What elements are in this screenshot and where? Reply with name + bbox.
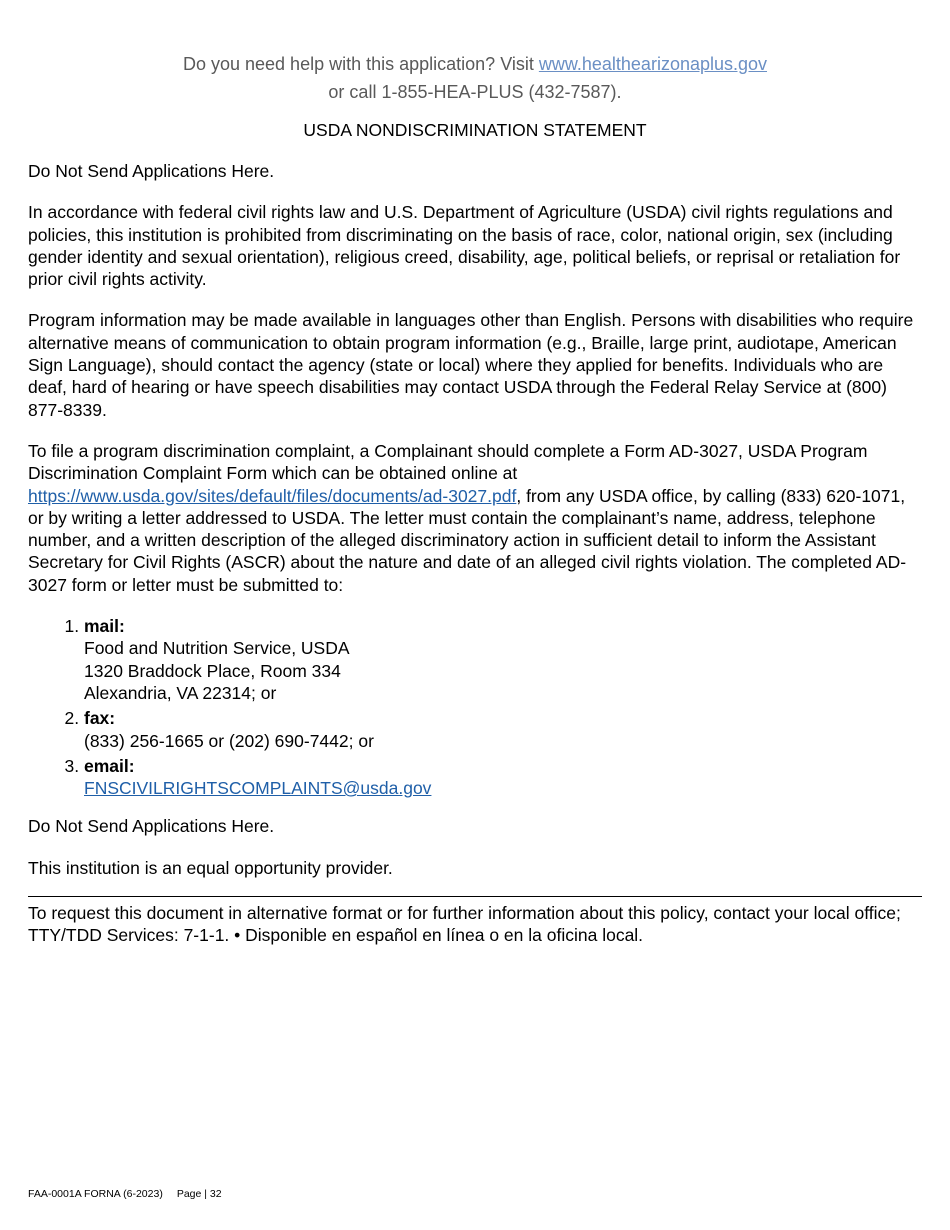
- mail-line-2: 1320 Braddock Place, Room 334: [84, 660, 341, 681]
- fax-label: fax:: [84, 708, 116, 729]
- list-item-email: [84, 755, 922, 800]
- help-line-1: [28, 50, 922, 78]
- help-line-2: or call 1-855-HEA-PLUS (432-7587).: [328, 82, 622, 102]
- help-website-link[interactable]: www.healthearizonaplus.gov: [538, 54, 768, 74]
- do-not-send-notice: Do Not Send Applications Here.: [28, 161, 275, 181]
- program-info-paragraph: Program information may be made available in languages other than English. Persons with disabilities who require alternative means of communication to obtain program information (e.g., Braille, large print, audiotape, American Sign Language), should contact the agency (state or local) where they applied for benefits. Individuals who are deaf, hard of hearing or have speech disabilities may contact USDA through the Federal Relay Service at (800) 877-8339.: [28, 310, 914, 420]
- alternative-format-note: To request this document in alternative format or for further information about this policy, contact your local office; TTY/TDD Services: 7-1-1. • Disponible en español en línea o en la oficina local.: [28, 903, 901, 946]
- page-title: USDA NONDISCRIMINATION STATEMENT: [303, 120, 647, 140]
- ad3027-form-link[interactable]: https://www.usda.gov/sites/default/files/documents/ad-3027.pdf: [28, 485, 517, 506]
- list-item-mail: [84, 615, 922, 704]
- complaint-text-after: , from any USDA office, by calling (833) 620-1071, or by writing a letter addressed to USDA. The letter must contain the complainant’s name, address, telephone number, and a written description of the alleged discriminatory action in sufficient detail to inform the Assistant Secretary for Civil Rights (ASCR) about the nature and date of an alleged civil rights violation. The completed AD-3027 form or letter must be submitted to:: [28, 485, 907, 595]
- mail-line-3: Alexandria, VA 22314; or: [84, 682, 277, 703]
- complaint-paragraph: [28, 440, 922, 596]
- divider: [28, 896, 922, 897]
- help-prefix: Do you need help with this application? Visit: [182, 54, 539, 74]
- equal-opportunity-statement: This institution is an equal opportunity provider.: [28, 857, 393, 878]
- form-id: FAA-0001A FORNA (6-2023): [28, 1188, 163, 1200]
- civil-rights-paragraph: In accordance with federal civil rights law and U.S. Department of Agriculture (USDA) civil rights regulations and policies, this institution is prohibited from discriminating on the basis of race, color, national origin, sex (including gender identity and sexual orientation), religious creed, disability, age, political beliefs, or reprisal or retaliation for prior civil rights activity.: [28, 202, 901, 290]
- complaint-text-before: To file a program discrimination complaint, a Complainant should complete a Form AD-3027, USDA Program Discrimination Complaint Form which can be obtained online at: [28, 440, 868, 484]
- email-link[interactable]: FNSCIVILRIGHTSCOMPLAINTS@usda.gov: [84, 778, 432, 799]
- page-number: Page | 32: [176, 1188, 222, 1200]
- mail-label: mail:: [84, 616, 125, 637]
- mail-line-1: Food and Nutrition Service, USDA: [84, 638, 350, 659]
- help-banner: [28, 50, 922, 106]
- submission-methods-list: [28, 615, 922, 799]
- fax-numbers: (833) 256-1665 or (202) 690-7442; or: [84, 730, 374, 751]
- document-page: [28, 0, 922, 947]
- email-label: email:: [84, 755, 135, 776]
- do-not-send-notice-2: Do Not Send Applications Here.: [28, 816, 275, 837]
- page-footer: [28, 1188, 236, 1200]
- list-item-fax: [84, 707, 922, 752]
